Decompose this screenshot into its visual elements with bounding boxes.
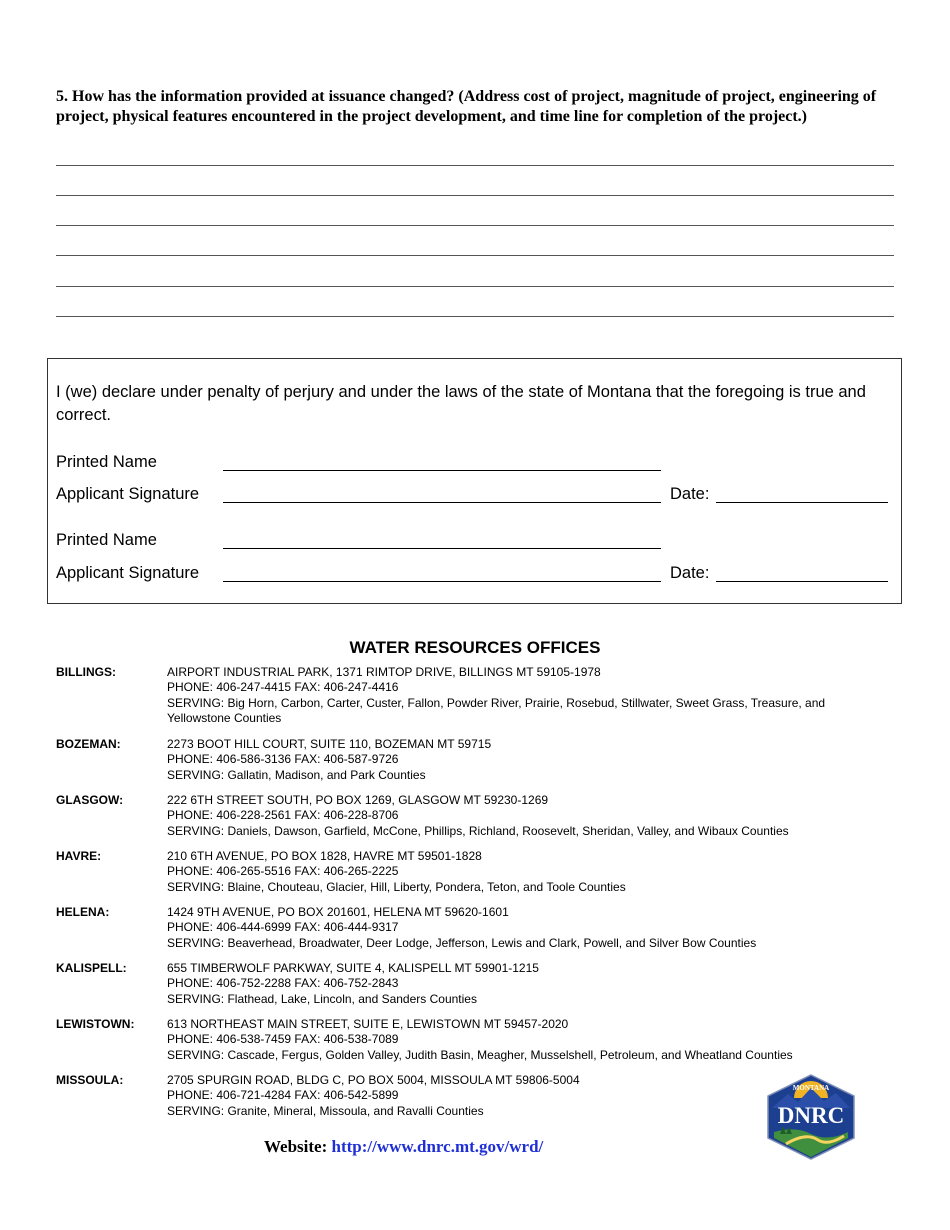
office-address: 1424 9TH AVENUE, PO BOX 201601, HELENA MT 59620-1601 xyxy=(167,905,509,919)
office-phone: PHONE: 406-265-5516 FAX: 406-265-2225 xyxy=(167,864,399,879)
office-detail-missoula xyxy=(167,1073,867,1119)
office-name-billings: BILLINGS: xyxy=(56,665,116,679)
office-detail-billings xyxy=(167,665,867,726)
answer-line[interactable] xyxy=(56,316,894,317)
website xyxy=(264,1137,543,1157)
office-name-kalispell: KALISPELL: xyxy=(56,961,127,975)
date-field-1[interactable] xyxy=(716,502,888,503)
answer-line[interactable] xyxy=(56,165,894,166)
office-detail-helena xyxy=(167,905,867,951)
answer-line[interactable] xyxy=(56,286,894,287)
office-phone: PHONE: 406-752-2288 FAX: 406-752-2843 xyxy=(167,976,399,991)
office-phone: PHONE: 406-721-4284 FAX: 406-542-5899 xyxy=(167,1088,399,1103)
office-address: 613 NORTHEAST MAIN STREET, SUITE E, LEWISTOWN MT 59457-2020 xyxy=(167,1017,569,1031)
office-name-bozeman: BOZEMAN: xyxy=(56,737,121,751)
office-address: 210 6TH AVENUE, PO BOX 1828, HAVRE MT 59501-1828 xyxy=(167,849,482,863)
office-phone: PHONE: 406-538-7459 FAX: 406-538-7089 xyxy=(167,1032,399,1047)
signature-label-2: Applicant Signature xyxy=(56,564,200,582)
office-detail-lewistown xyxy=(167,1017,867,1063)
signature-field-1[interactable] xyxy=(223,502,661,503)
dnrc-logo xyxy=(766,1074,856,1160)
office-address: AIRPORT INDUSTRIAL PARK, 1371 RIMTOP DRIVE, BILLINGS MT 59105-1978 xyxy=(167,665,601,679)
printed-name-label-2: Printed Name xyxy=(56,531,157,549)
website-link[interactable]: http://www.dnrc.mt.gov/wrd/ xyxy=(331,1137,544,1156)
office-name-havre: HAVRE: xyxy=(56,849,102,863)
office-detail-glasgow xyxy=(167,793,867,839)
office-serving: SERVING: Beaverhead, Broadwater, Deer Lodge, Jefferson, Lewis and Clark, Powell, and Silver Bow Counties xyxy=(167,935,757,950)
website-label: Website: xyxy=(264,1137,328,1156)
offices-title: WATER RESOURCES OFFICES xyxy=(349,638,601,657)
office-phone: PHONE: 406-247-4415 FAX: 406-247-4416 xyxy=(167,680,399,695)
office-detail-kalispell xyxy=(167,961,867,1007)
office-name-glasgow: GLASGOW: xyxy=(56,793,124,807)
declaration-text: I (we) declare under penalty of perjury and under the laws of the state of Montana that the foregoing is true and correct. xyxy=(56,383,866,424)
office-serving: SERVING: Granite, Mineral, Missoula, and Ravalli Counties xyxy=(167,1103,484,1118)
date-field-2[interactable] xyxy=(716,581,888,582)
answer-line[interactable] xyxy=(56,255,894,256)
office-serving: SERVING: Blaine, Chouteau, Glacier, Hill, Liberty, Pondera, Teton, and Toole Counties xyxy=(167,879,626,894)
office-address: 2273 BOOT HILL COURT, SUITE 110, BOZEMAN MT 59715 xyxy=(167,737,492,751)
printed-name-field-1[interactable] xyxy=(223,470,661,471)
office-address: 2705 SPURGIN ROAD, BLDG C, PO BOX 5004, MISSOULA MT 59806-5004 xyxy=(167,1073,580,1087)
office-phone: PHONE: 406-444-6999 FAX: 406-444-9317 xyxy=(167,920,399,935)
printed-name-label-1: Printed Name xyxy=(56,453,157,471)
office-phone: PHONE: 406-586-3136 FAX: 406-587-9726 xyxy=(167,752,399,767)
office-serving: SERVING: Daniels, Dawson, Garfield, McCone, Phillips, Richland, Roosevelt, Sheridan, Valley, and Wibaux Counties xyxy=(167,823,789,838)
office-name-missoula: MISSOULA: xyxy=(56,1073,124,1087)
office-name-lewistown: LEWISTOWN: xyxy=(56,1017,135,1031)
office-name-helena: HELENA: xyxy=(56,905,110,919)
answer-line[interactable] xyxy=(56,225,894,226)
office-address: 655 TIMBERWOLF PARKWAY, SUITE 4, KALISPELL MT 59901-1215 xyxy=(167,961,539,975)
office-phone: PHONE: 406-228-2561 FAX: 406-228-8706 xyxy=(167,808,399,823)
office-serving: SERVING: Big Horn, Carbon, Carter, Custer, Fallon, Powder River, Prairie, Rosebud, Stillwater, Sweet Grass, Treasure, and Yellowstone Counties xyxy=(167,695,826,725)
question-5: 5. How has the information provided at issuance changed? (Address cost of project, magnitude of project, engineering of project, physical features encountered in the project development, and time line for completion of the project.) xyxy=(56,88,877,125)
office-detail-havre xyxy=(167,849,867,895)
answer-line[interactable] xyxy=(56,195,894,196)
logo-main-text: DNRC xyxy=(777,1103,845,1128)
office-serving: SERVING: Gallatin, Madison, and Park Counties xyxy=(167,767,426,782)
office-detail-bozeman xyxy=(167,737,867,783)
signature-label-1: Applicant Signature xyxy=(56,485,200,503)
signature-field-2[interactable] xyxy=(223,581,661,582)
printed-name-field-2[interactable] xyxy=(223,548,661,549)
date-label-1: Date: xyxy=(670,485,710,503)
logo-top-text: MONTANA xyxy=(792,1084,830,1092)
declaration-box xyxy=(47,358,902,604)
office-serving: SERVING: Flathead, Lake, Lincoln, and Sanders Counties xyxy=(167,991,477,1006)
office-address: 222 6TH STREET SOUTH, PO BOX 1269, GLASGOW MT 59230-1269 xyxy=(167,793,549,807)
office-serving: SERVING: Cascade, Fergus, Golden Valley, Judith Basin, Meagher, Musselshell, Petroleum, and Wheatland Counties xyxy=(167,1047,793,1062)
date-label-2: Date: xyxy=(670,564,710,582)
